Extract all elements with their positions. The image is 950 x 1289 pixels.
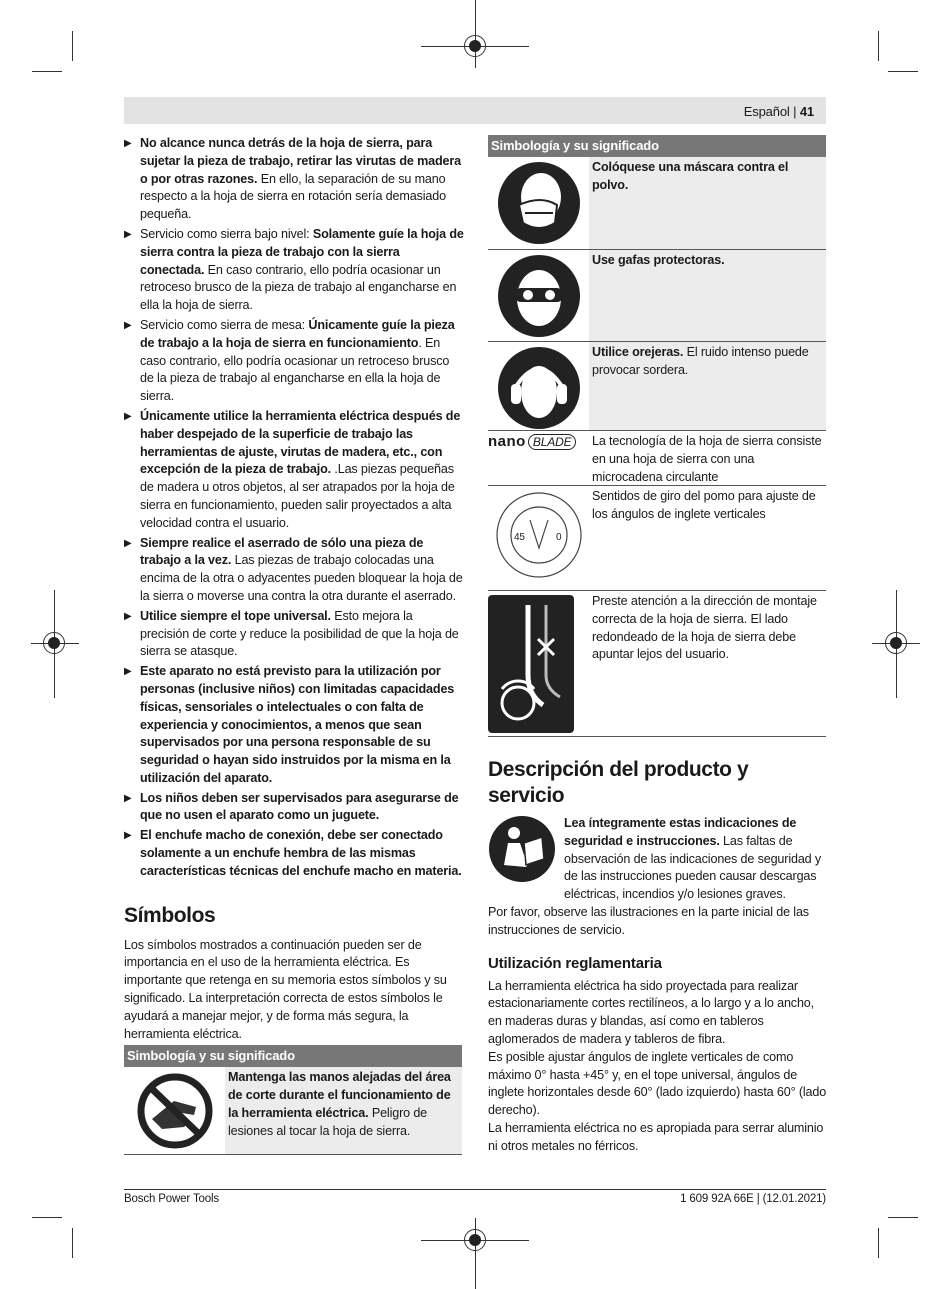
footer-brand: Bosch Power Tools <box>124 1193 220 1205</box>
table-row <box>488 342 826 431</box>
header-language: Español <box>743 104 790 119</box>
symbol-cell <box>488 157 589 249</box>
knob-label-0: 0 <box>555 532 561 543</box>
symbol-description <box>225 1067 462 1154</box>
symbol-bold: Use gafas protectoras. <box>592 253 725 267</box>
safety-bullet <box>124 135 464 224</box>
nanoblade-logo-icon <box>488 433 576 451</box>
bullet-text: Las piezas de trabajo colocadas una encima de la otra o adyacentes pueden bloquear la hoja de la sierra o moverse una contra la otra durante el aserrado. <box>140 553 463 603</box>
safety-bullet <box>124 790 464 826</box>
bullet-text: Servicio como sierra bajo nivel: <box>140 226 313 241</box>
desc-bold: Lea íntegramente estas indicaciones de seguridad e instrucciones. <box>564 816 797 848</box>
symbol-cell <box>488 250 589 341</box>
symbol-cell <box>488 431 589 485</box>
safety-bullet <box>124 408 464 533</box>
symbol-bold: Mantenga las manos alejadas del área de corte durante el funcionamiento de la herramienta eléctrica. <box>228 1070 451 1121</box>
knob-rotation-icon <box>494 490 584 580</box>
read-manual-cell <box>488 815 564 904</box>
crop-mark <box>32 1217 62 1218</box>
page-header: Español | 41 <box>743 104 814 119</box>
symbol-cell <box>488 486 589 590</box>
safety-goggles-icon <box>497 254 581 338</box>
crop-mark <box>888 71 918 72</box>
symbol-cell <box>124 1067 225 1154</box>
registration-line <box>475 0 476 68</box>
page-header-band <box>124 97 826 124</box>
table-header: Simbología y su significado <box>488 135 826 157</box>
bullet-bold: Los niños deben ser supervisados para asegurarse de que no usen el aparato como un juguete. <box>140 790 459 823</box>
safety-bullet <box>124 663 464 788</box>
table-row <box>124 1067 462 1155</box>
bullet-bold: Este aparato no está previsto para la utilización por personas (inclusive niños) con limitadas capacidades físicas, sensoriales o intelectuales o con falta de experiencia y conocimientos, a menos que sean supervisados por una persona responsable de su seguridad o hayan sido instruidos por la misma en la utilización del aparato. <box>140 664 455 785</box>
bullet-bold: Siempre realice el aserrado de sólo una pieza de trabajo a la vez. <box>140 535 424 568</box>
crop-mark <box>888 1217 918 1218</box>
bullet-bold: El enchufe macho de conexión, debe ser conectado solamente a un enchufe hembra de las mismas características técnicas del enchufe macho en materia. <box>140 828 462 878</box>
safety-bullet <box>124 535 464 606</box>
symbol-description: Sentidos de giro del pomo para ajuste de los ángulos de inglete verticales <box>589 486 826 590</box>
table-row <box>488 486 826 591</box>
section-title-utilizacion: Utilización reglamentaria <box>488 954 662 972</box>
footer-rule <box>124 1189 826 1190</box>
table-row <box>488 431 826 486</box>
intended-use-p2: Es posible ajustar ángulos de inglete verticales de como máximo 0° hasta +45° y, en el tope universal, ángulos de inglete horizontales desde 60° (lado izquierdo) hasta 60° (lado derecho). <box>488 1049 827 1118</box>
bullet-bold: Únicamente guíe la pieza de trabajo a la hoja de sierra en funcionamiento <box>140 317 455 350</box>
symbols-table <box>124 1045 462 1155</box>
symbol-cell <box>488 591 589 736</box>
table-row <box>488 591 826 737</box>
ear-protection-icon <box>497 346 581 430</box>
bullet-bold: Únicamente utilice la herramienta eléctrica después de haber despejado de la superficie de trabajo las herramientas de ajuste, virutas de madera, etc., con excepción de la pieza de trabajo. <box>140 408 461 477</box>
registration-mark-icon <box>43 632 65 654</box>
nano-word: nano <box>488 433 526 450</box>
section-title-simbolos: Símbolos <box>124 903 216 927</box>
symbol-description: Preste atención a la dirección de montaje correcta de la hoja de sierra. El lado redondeado de la hoja de sierra debe apuntar lejos del usuario. <box>589 591 826 736</box>
right-column <box>488 135 828 1156</box>
symbol-text: El ruido intenso puede provocar sordera. <box>592 345 809 377</box>
knob-label-45: 45 <box>513 532 525 543</box>
symbol-description: La tecnología de la hoja de sierra consiste en una hoja de sierra con una microcadena circulante <box>589 431 826 485</box>
symbol-cell <box>488 342 589 430</box>
footer-docnum: 1 609 92A 66E | (12.01.2021) <box>680 1193 826 1205</box>
bullet-bold: Utilice siempre el tope universal. <box>140 608 331 623</box>
blade-mounting-icon <box>488 595 574 733</box>
dust-mask-icon <box>497 161 581 245</box>
read-instructions-text <box>564 815 828 904</box>
page-number: 41 <box>799 104 814 119</box>
symbol-description <box>589 342 826 430</box>
crop-mark <box>72 1228 73 1258</box>
symbol-bold: Colóquese una máscara contra el polvo. <box>592 160 789 192</box>
bullet-text: En caso contrario, ello podría ocasionar un retroceso brusco de la pieza de trabajo al engancharse en ella la hoja de sierra. <box>140 262 457 313</box>
symbols-table <box>488 135 826 737</box>
bullet-text: . En caso contrario, ello podría ocasionar un retroceso brusco de la pieza de trabajo al engancharse en ella la hoja de sierra. <box>140 335 450 404</box>
table-header: Simbología y su significado <box>124 1045 462 1067</box>
crop-mark <box>878 1228 879 1258</box>
intended-use-p3: La herramienta eléctrica no es apropiada para serrar aluminio ni otros metales no férricos. <box>488 1120 824 1153</box>
read-instructions-block <box>488 815 828 904</box>
bullet-text: Esto mejora la precisión de corte y reduce la posibilidad de que la hoja de sierra se atasque. <box>140 608 459 659</box>
illustrations-note: Por favor, observe las ilustraciones en la parte inicial de las instrucciones de servicio. <box>488 904 809 937</box>
bullet-bold: Solamente guíe la hoja de sierra contra la pieza de trabajo con la sierra conectada. <box>140 226 464 277</box>
table-row <box>488 250 826 342</box>
symbol-bold: Utilice orejeras. <box>592 345 684 359</box>
bullet-text: Servicio como sierra de mesa: <box>140 317 309 332</box>
blade-word: BLADE <box>528 434 577 450</box>
symbol-text: Peligro de lesiones al tocar la hoja de sierra. <box>228 1106 428 1138</box>
registration-mark-icon <box>464 1229 486 1251</box>
registration-mark-icon <box>464 35 486 57</box>
desc-text: Las faltas de observación de las indicaciones de seguridad y de las instrucciones pueden causar descargas eléctricas, incendios y/o lesiones graves. <box>564 833 822 902</box>
crop-mark <box>32 71 62 72</box>
safety-bullet <box>124 317 464 406</box>
crop-mark <box>72 31 73 61</box>
registration-mark-icon <box>885 632 907 654</box>
bullet-bold: No alcance nunca detrás de la hoja de sierra, para sujetar la pieza de trabajo, retirar las virutas de madera o por otras razones. <box>140 136 461 186</box>
section-title-descripcion: Descripción del producto y servicio <box>488 758 749 807</box>
safety-bullet <box>124 226 464 315</box>
bullet-text: .Las piezas pequeñas de madera u otros objetos, al ser atrapados por la hoja de sierra en funcionamiento, pueden salir proyectados a alta velocidad contra el usuario. <box>140 462 455 530</box>
safety-bullet <box>124 608 464 661</box>
table-row <box>488 157 826 250</box>
symbol-description <box>589 250 826 341</box>
symbols-intro: Los símbolos mostrados a continuación pueden ser de importancia en el uso de la herramienta eléctrica. Es importante que retenga en su memoria estos símbolos y su significado. La interpretación correcta de estos símbolos le ayudará a manejar mejor, y de forma más segura, la herramienta eléctrica. <box>124 937 447 1041</box>
intended-use-p1: La herramienta eléctrica ha sido proyectada para realizar estacionariamente cortes rectilíneos, a lo largo y a lo ancho, en maderas duras y blandas, así como en tableros aglomerados de madera y tableros de fibra. <box>488 978 815 1046</box>
read-manual-icon <box>488 815 556 883</box>
safety-bullet <box>124 827 464 880</box>
bullet-text: En ello, la separación de su mano respecto a la hoja de sierra en rotación sería demasiado pequeña. <box>140 171 446 222</box>
no-hands-icon <box>134 1071 216 1151</box>
left-column <box>124 135 464 1155</box>
symbol-description <box>589 157 826 249</box>
crop-mark <box>878 31 879 61</box>
